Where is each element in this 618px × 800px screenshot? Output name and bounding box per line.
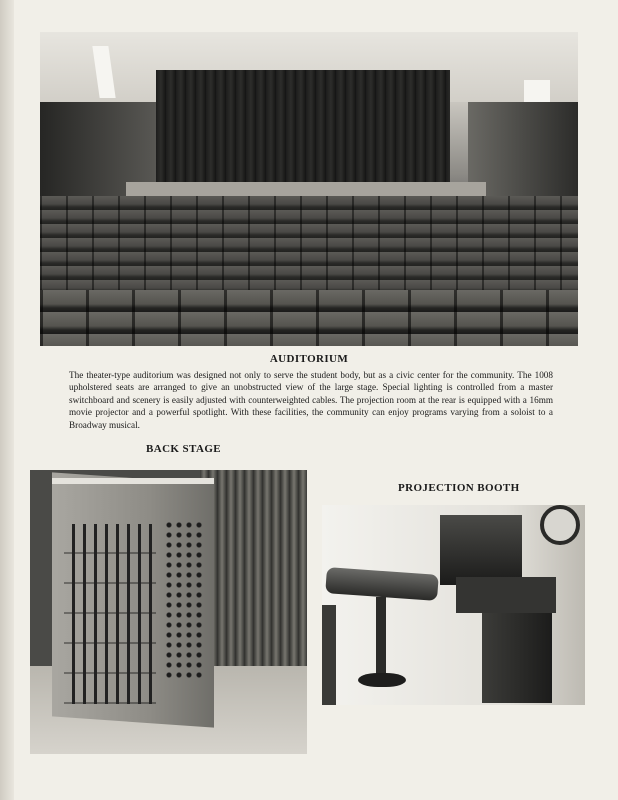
switchboard-highlight <box>52 478 214 484</box>
movie-projector-body <box>456 577 556 613</box>
film-reel <box>540 505 580 545</box>
auditorium-title: AUDITORIUM <box>269 353 349 365</box>
switchboard-dials <box>164 520 204 680</box>
projection-booth-photo <box>322 505 585 705</box>
movie-projector-head <box>440 515 522 585</box>
auditorium-description: The theater-type auditorium was designed not only to serve the student body, but as a civic center for the community. The 1008 upholstered seats are arranged to give an unobstructed view of the large stage. Special lighting is controlled from a master switchboard and scenery is easily adjusted with counterweighted cables. The projection room at the rear is equipped with a 16mm movie projector and a powerful spotlight. With these facilities, the community can enjoy programs varying from a soloist to a Broadway musical. <box>69 370 553 430</box>
backstage-curtain <box>200 470 307 690</box>
switchboard-levers <box>64 524 156 704</box>
auditorium-photo <box>40 32 578 346</box>
projection-booth-title: PROJECTION BOOTH <box>398 482 520 494</box>
projector-cabinet <box>482 613 552 703</box>
back-stage-title: BACK STAGE <box>146 443 222 455</box>
back-stage-photo <box>30 470 307 754</box>
front-seating-rows <box>40 290 578 346</box>
page-binding-edge <box>0 0 14 800</box>
spotlight-base <box>358 673 406 687</box>
spotlight-stand <box>376 597 386 679</box>
stage-apron <box>126 182 486 196</box>
booth-door <box>322 605 336 705</box>
